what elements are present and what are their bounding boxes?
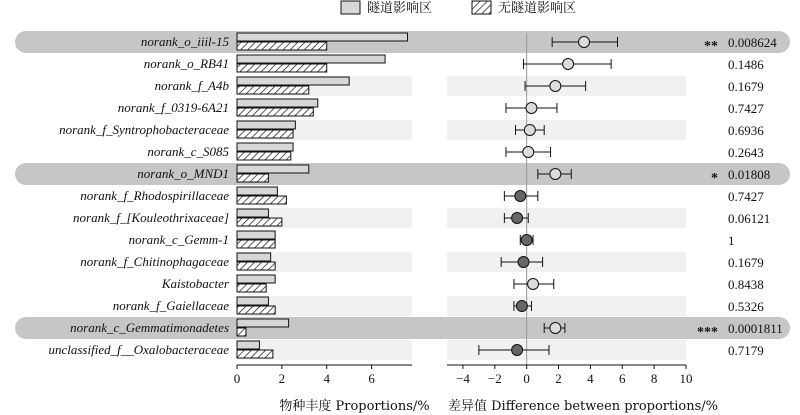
significance-mark: **	[704, 39, 718, 54]
bar-non-tunnel-zone	[237, 86, 309, 94]
difference-point	[518, 257, 529, 268]
taxon-label: norank_f_0319-6A21	[117, 100, 229, 115]
row-band	[447, 208, 686, 228]
highlight-band	[15, 163, 790, 185]
difference-point	[563, 59, 574, 70]
difference-point	[579, 37, 590, 48]
difference-point	[526, 103, 537, 114]
row-band	[447, 252, 686, 272]
difference-point	[512, 213, 523, 224]
taxon-label: norank_o_MND1	[137, 166, 229, 181]
row-band	[447, 120, 686, 140]
bar-non-tunnel-zone	[237, 350, 273, 358]
right-tick-label: 6	[619, 371, 626, 386]
left-tick-label: 4	[323, 371, 330, 386]
bar-non-tunnel-zone	[237, 218, 282, 226]
bar-tunnel-zone	[237, 55, 385, 63]
bar-tunnel-zone	[237, 297, 268, 305]
legend-swatch	[472, 1, 491, 14]
bar-tunnel-zone	[237, 341, 259, 349]
taxon-labels	[48, 34, 229, 357]
taxon-label: norank_c_S085	[147, 144, 229, 159]
bar-tunnel-zone	[237, 77, 349, 85]
bar-tunnel-zone	[237, 121, 295, 129]
bar-tunnel-zone	[237, 231, 275, 239]
bar-non-tunnel-zone	[237, 174, 268, 182]
taxon-label: norank_o_RB41	[143, 56, 229, 71]
p-value: 0.06121	[728, 211, 771, 226]
p-values	[697, 35, 783, 358]
legend	[341, 1, 576, 16]
left-tick-label: 0	[233, 371, 241, 386]
p-value: 0.7427	[728, 101, 764, 116]
right-x-axis-label: 差异值 Difference between proportions/%	[448, 399, 718, 414]
p-value: 0.6936	[728, 123, 764, 138]
p-value: 0.1486	[728, 57, 764, 72]
row-band	[447, 296, 686, 316]
right-tick-label: 8	[650, 371, 658, 386]
bar-tunnel-zone	[237, 187, 277, 195]
taxon-label: norank_f_Chitinophagaceae	[80, 254, 229, 269]
bar-non-tunnel-zone	[237, 42, 327, 50]
p-value: 0.0001811	[728, 321, 783, 336]
taxon-label: norank_f_Rhodospirillaceae	[80, 188, 229, 203]
right-tick-label: 0	[523, 371, 530, 386]
bar-tunnel-zone	[237, 99, 318, 107]
bar-tunnel-zone	[237, 253, 271, 261]
p-value: 0.7179	[728, 343, 764, 358]
right-tick-label: 4	[587, 371, 594, 386]
difference-point	[521, 235, 532, 246]
bar-non-tunnel-zone	[237, 262, 275, 270]
difference-point	[550, 169, 561, 180]
difference-point	[516, 301, 527, 312]
bar-tunnel-zone	[237, 33, 408, 41]
taxon-label: norank_f_A4b	[154, 78, 229, 93]
bar-tunnel-zone	[237, 275, 275, 283]
bar-non-tunnel-zone	[237, 108, 313, 116]
taxon-label: norank_c_Gemm-1	[128, 232, 229, 247]
taxon-label: norank_c_Gemmatimonadetes	[70, 320, 229, 335]
p-value: 0.1679	[728, 255, 764, 270]
bar-tunnel-zone	[237, 165, 309, 173]
left-tick-label: 2	[278, 371, 286, 386]
p-value: 0.008624	[728, 35, 777, 50]
p-value: 0.8438	[728, 277, 764, 292]
taxon-label: Kaistobacter	[161, 276, 229, 291]
difference-point	[512, 345, 523, 356]
difference-point	[550, 81, 561, 92]
right-tick-label: −2	[487, 371, 502, 386]
bar-non-tunnel-zone	[237, 130, 293, 138]
difference-point	[550, 323, 561, 334]
taxon-label: norank_f_[Kouleothrixaceae]	[73, 210, 229, 225]
difference-point	[515, 191, 526, 202]
difference-point	[523, 147, 534, 158]
bar-tunnel-zone	[237, 319, 289, 327]
p-value: 0.1679	[728, 79, 764, 94]
p-value: 0.2643	[728, 145, 764, 160]
bar-non-tunnel-zone	[237, 328, 246, 336]
bar-tunnel-zone	[237, 209, 268, 217]
bar-non-tunnel-zone	[237, 152, 291, 160]
p-value: 0.5326	[728, 299, 764, 314]
legend-swatch	[341, 1, 360, 14]
p-value: 0.7427	[728, 189, 764, 204]
taxon-label: norank_f_Syntrophobacteraceae	[59, 122, 229, 137]
legend-label: 隧道影响区	[367, 1, 433, 16]
p-value: 0.01808	[728, 167, 771, 182]
left-x-axis-label: 物种丰度 Proportions/%	[279, 399, 430, 414]
significance-mark: *	[711, 171, 718, 186]
taxon-label: norank_f_Gaiellaceae	[112, 298, 229, 313]
significance-mark: ***	[697, 325, 718, 340]
taxon-label: unclassified_f__Oxalobacteraceae	[48, 342, 229, 357]
bar-non-tunnel-zone	[237, 284, 266, 292]
difference-point	[528, 279, 539, 290]
right-tick-label: 2	[555, 371, 562, 386]
legend-label: 无隧道影响区	[498, 1, 577, 16]
p-value: 1	[728, 233, 735, 248]
bar-non-tunnel-zone	[237, 64, 327, 72]
bar-non-tunnel-zone	[237, 306, 275, 314]
right-tick-label: −4	[456, 371, 470, 386]
left-tick-label: 6	[368, 371, 375, 386]
bar-non-tunnel-zone	[237, 240, 275, 248]
bar-tunnel-zone	[237, 143, 293, 151]
taxon-label: norank_o_iiil-15	[140, 34, 229, 49]
difference-point	[524, 125, 535, 136]
bar-non-tunnel-zone	[237, 196, 286, 204]
right-tick-label: 10	[679, 371, 693, 386]
